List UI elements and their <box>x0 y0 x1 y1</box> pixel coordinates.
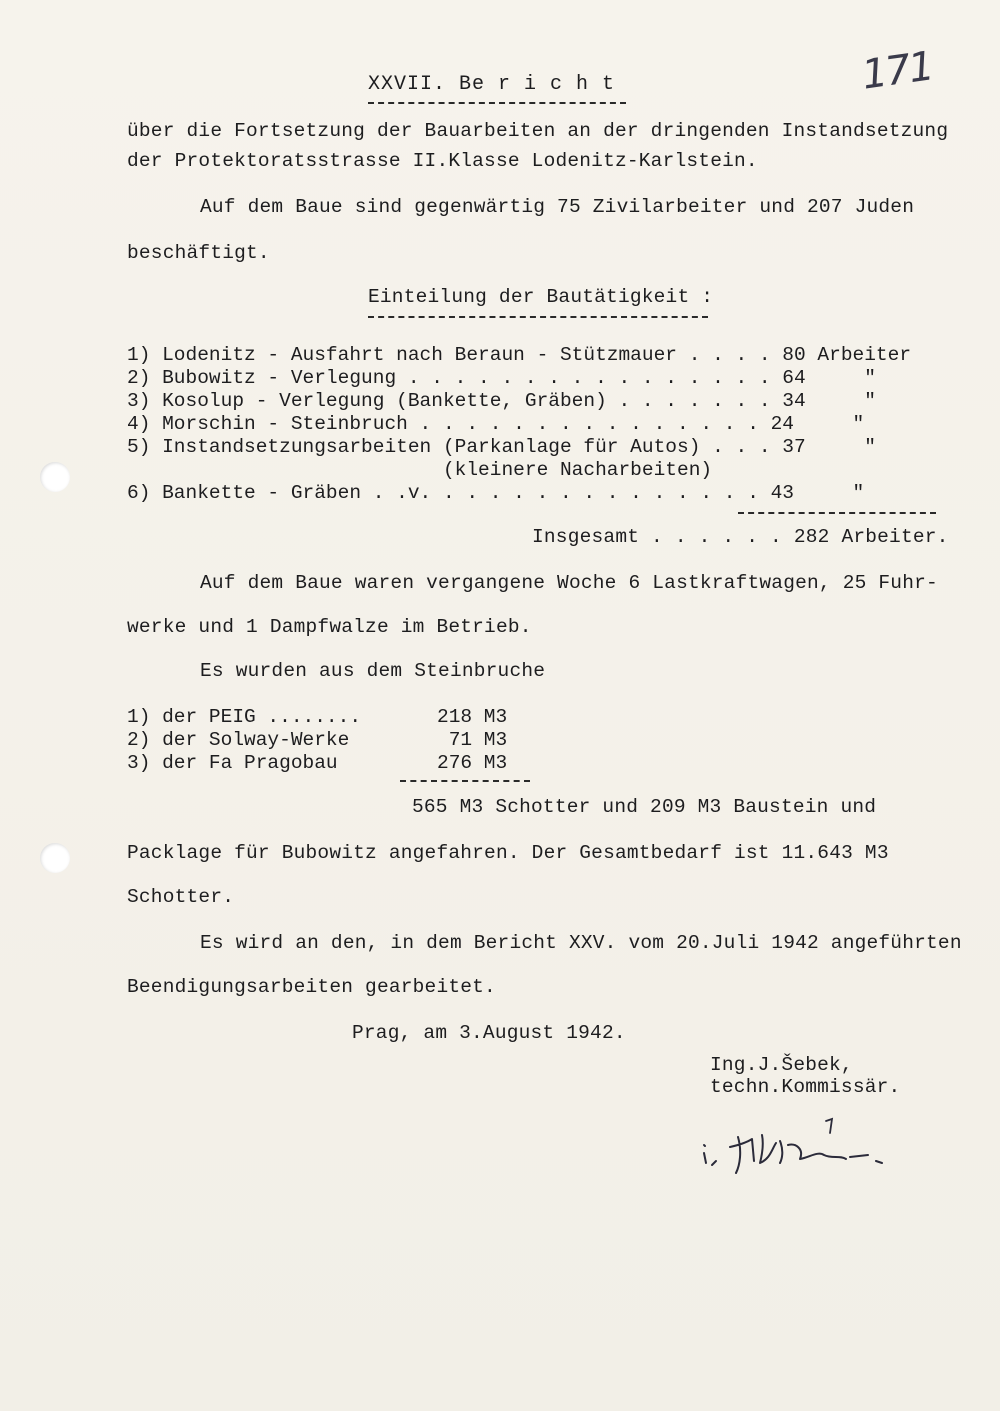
punch-hole-top <box>40 462 70 492</box>
activity-row: 3) Kosolup - Verlegung (Bankette, Gräben) . . . . . . . 34 " <box>127 390 876 412</box>
section-heading: Einteilung der Bautätigkeit : <box>368 286 714 308</box>
gravel-line-2: Packlage für Bubowitz angefahren. Der Gesamtbedarf ist 11.643 M3 <box>127 842 889 864</box>
closing-line-2: Beendigungsarbeiten gearbeitet. <box>127 976 496 998</box>
quarry-label: 1) der PEIG ........ <box>127 706 362 728</box>
quarry-intro: Es wurden aus dem Steinbruche <box>200 660 546 682</box>
vehicles-line-1: Auf dem Baue waren vergangene Woche 6 Lastkraftwagen, 25 Fuhr- <box>200 572 938 594</box>
quarry-amount: 218 M3 <box>437 706 508 728</box>
vehicles-line-2: werke und 1 Dampfwalze im Betrieb. <box>127 616 532 638</box>
activity-row: 1) Lodenitz - Ausfahrt nach Beraun - Stützmauer . . . . 80 Arbeiter <box>127 344 912 366</box>
quarry-separator <box>400 780 530 782</box>
total-line: Insgesamt . . . . . . 282 Arbeiter. <box>532 526 949 548</box>
closing-line-1: Es wird an den, in dem Bericht XXV. vom 20.Juli 1942 angeführten <box>200 932 962 954</box>
activity-row: 2) Bubowitz - Verlegung . . . . . . . . . . . . . . . . 64 " <box>127 367 876 389</box>
place-date: Prag, am 3.August 1942. <box>352 1022 626 1044</box>
quarry-amount: 276 M3 <box>437 752 508 774</box>
activity-row: 6) Bankette - Gräben . .v. . . . . . . . . . . . . . . 43 " <box>127 482 865 504</box>
signer-title: techn.Kommissär. <box>710 1076 901 1098</box>
quarry-amount: 71 M3 <box>437 729 508 751</box>
total-separator <box>738 512 936 514</box>
workers-line-2: beschäftigt. <box>127 242 270 264</box>
handwritten-signature <box>700 1115 900 1175</box>
intro-line-2: der Protektoratsstrasse II.Klasse Lodenitz-Karlstein. <box>127 150 758 172</box>
gravel-line-3: Schotter. <box>127 886 235 908</box>
gravel-line-1: 565 M3 Schotter und 209 M3 Baustein und <box>412 796 877 818</box>
punch-hole-bottom <box>40 843 70 873</box>
activity-row: 4) Morschin - Steinbruch . . . . . . . . . . . . . . . 24 " <box>127 413 865 435</box>
quarry-label: 3) der Fa Pragobau <box>127 752 338 774</box>
activity-row: (kleinere Nacharbeiten) <box>127 459 713 481</box>
quarry-label: 2) der Solway-Werke <box>127 729 350 751</box>
title-underline <box>368 102 626 104</box>
report-title: XXVII. Be r i c h t <box>368 73 616 96</box>
activity-row: 5) Instandsetzungsarbeiten (Parkanlage für Autos) . . . 37 " <box>127 436 876 458</box>
archive-page-number: 171 <box>859 43 936 99</box>
intro-line-1: über die Fortsetzung der Bauarbeiten an der dringenden Instandsetzung <box>127 120 949 142</box>
section-heading-underline <box>368 316 708 318</box>
signer-name: Ing.J.Šebek, <box>710 1054 853 1076</box>
workers-line-1: Auf dem Baue sind gegenwärtig 75 Zivilarbeiter und 207 Juden <box>200 196 915 218</box>
